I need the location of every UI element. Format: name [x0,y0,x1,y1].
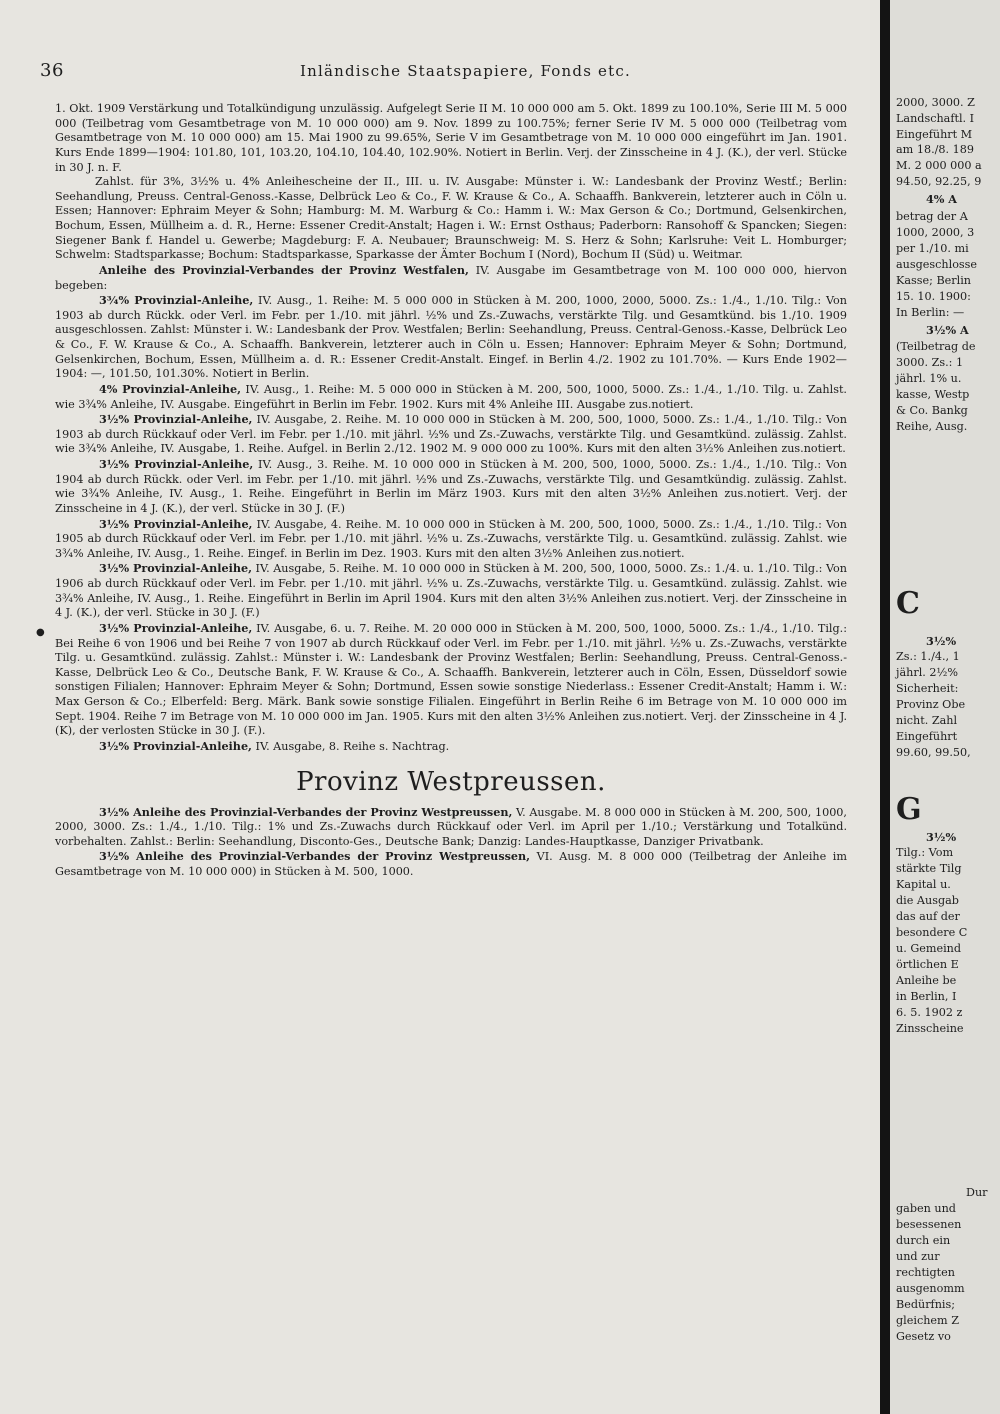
adjacent-page-fragment: das auf der [896,910,960,923]
loan-title: 4% Provinzial-Anleihe, [99,381,242,396]
loan-title: 3½% Provinzial-Anleihe, [99,738,252,753]
adjacent-page-fragment: G [896,792,922,827]
adjacent-page-fragment: besondere C [896,926,968,939]
loan-text: IV. Ausgabe im Gesamtbetrage von M. 100 000 000, hiervon begeben: [55,263,847,292]
paragraph-serie-notes: 1. Okt. 1909 Verstärkung und Totalkündigung unzulässig. Aufgelegt Serie II M. 10 000 000 am 5. Okt. 1899 zu 100.10%, Serie III M. 5 000 000 (Teilbetrag vom Gesamtbetrage von M. 10 000 000) am 9. Nov. 1899 zu 100.75%; ferner Serie IV M. 5 000 000 (Teilbetrag vom Gesamtbetrage von M. 10 000 000) am 15. Mai 1900 zu 99.65%, Serie V im Gesamtbetrage von M. 10 000 000 eingeführt im Jan. 1901. Kurs Ende 1899—1904: 101.80, 101, 103.20, 104.10, 104.40, 102.90%. Notiert in Berlin. Verj. der Zinsscheine in 4 J. (K.), der verl. Stücke in 30 J. n. F. [55,102,847,174]
loan-text: VI. Ausg. M. 8 000 000 (Teilbetrag der Anleihe im Gesamtbetrage von M. 10 000 000) in Stücken à M. 500, 1000. [55,850,847,878]
adjacent-page-fragment: kasse, Westp [896,388,970,401]
adjacent-page-fragment: C [896,586,920,621]
loan-text: IV. Ausgabe, 6. u. 7. Reihe. M. 20 000 000 in Stücken à M. 200, 500, 1000, 5000. Zs.: 1./4., 1./10. Tilg.: Bei Reihe 6 von 1906 und bei Reihe 7 von 1907 ab durch Rückkauf oder Verl. im Febr. per 1./10. mit jährl. ½% u. Zs.-Zuwachs, verstärkte Tilg. u. Gesamtkünd. zulässig. Zahlst.: Münster i. W.: Landesbank der Provinz Westfalen; Berlin: Seehandlung, Preuss. Central-Genoss.-Kasse, Delbrück Leo & Co., Deutsche Bank, F. W. Krause & Co., A. Schaaffh. Bankverein, letzterer auch in Cöln, Essen, Düsseldorf sowie sonstigen Filialen; Hannover: Ephraim Meyer & Sohn; Dortmund, Essen sowie sonstige Niederlass.: Essener Credit-Anstalt; Hamm i. W.: Max Gerson & Co.; Elberfeld: Berg. Märk. Bank sowie sonstige Filialen. Eingeführt in Berlin Reihe 6 im Betrage von M. 10 000 000 im Sept. 1904. Reihe 7 im Betrage von M. 10 000 000 im Jan. 1905. Kurs mit den alten 3½% Anleihen zus.notiert. Verj. der Zinsscheine in 4 J. (K), der verlosten Stücke in 30 J. (F.). [55,621,847,738]
section-heading: Provinz Westpreussen. [296,766,606,797]
paragraph-loan-3-1-2-reihe-3 [55,457,847,517]
adjacent-page-fragment: Eingeführt M [896,128,973,141]
paragraph-loan-3-1-2-reihe-2 [55,412,847,457]
adjacent-page-fragment: Provinz Obe [896,698,966,711]
adjacent-page-fragment: örtlichen E [896,958,959,971]
loan-title: 3½% Provinzial-Anleihe, [99,620,253,635]
loan-title: 3¾% Provinzial-Anleihe, [99,293,254,308]
adjacent-page [890,0,1000,1414]
adjacent-page-fragment: 3½% [926,830,957,844]
adjacent-page-fragment: betrag der A [896,210,968,223]
paragraph-loan-3-1-2-reihe-4 [55,517,847,562]
adjacent-page-fragment: Bedürfnis; [896,1298,955,1311]
adjacent-page-fragment: 3½% A [926,323,969,337]
loan-text: IV. Ausgabe, 2. Reihe. M. 10 000 000 in Stücken à M. 200, 500, 1000, 5000. Zs.: 1./4., 1./10. Tilg.: Von 1903 ab durch Rückkauf oder Verl. im Febr. per 1./10. mit jährl. ½% und Zs.-Zuwachs, verstärkte Tilg. und Gesamtkünd. zulässig. Zahlst. wie 3¾% Anleihe, IV. Ausgabe, 1. Reihe. Aufgel. in Berlin 2./12. 1902 M. 9 000 000 zu 100%. Kurs mit den alten 3½% Anleihen zus.notiert. [55,413,847,456]
adjacent-page-fragment: Sicherheit: [896,682,959,695]
adjacent-page-fragment: durch ein [896,1234,951,1247]
loan-text: V. Ausgabe. M. 8 000 000 in Stücken à M. 200, 500, 1000, 2000, 3000. Zs.: 1./4., 1./10. Tilg.: 1% und Zs.-Zuwachs durch Rückkauf oder Verl. im April per 1./10.; Verstärkung und Totalkünd. vorbehalten. Zahlst.: Berlin: Seehandlung, Disconto-Ges., Deutsche Bank; Danzig: Landes-Hauptkasse, Danziger Privatbank. [55,805,847,848]
adjacent-page-fragment: In Berlin: — [896,306,965,319]
adjacent-page-fragment: 4% A [926,192,957,206]
adjacent-page-fragment: per 1./10. mi [896,242,969,255]
loan-title: 3½% Anleihe des Provinzial-Verbandes der Provinz Westpreussen, [99,849,531,864]
adjacent-page-fragment: Kasse; Berlin [896,274,972,287]
page-header [40,60,840,90]
adjacent-page-fragment: u. Gemeind [896,942,962,955]
adjacent-page-fragment: in Berlin, I [896,990,957,1003]
adjacent-page-fragment: Eingeführt [896,730,958,743]
loan-text: IV. Ausg., 1. Reihe: M. 5 000 000 in Stücken à M. 200, 500, 1000, 5000. Zs.: 1./4., 1./10. Tilg. u. Zahlst. wie 3¾% Anleihe, IV. Ausgabe. Eingeführt in Berlin im Febr. 1902. Kurs mit 4% Anleihe III. Ausgabe zus.notiert. [55,382,847,411]
paragraph-anleihe-westfalen [55,263,847,293]
adjacent-page-fragment: Dur [966,1186,988,1199]
adjacent-page-fragment: die Ausgab [896,894,959,907]
paragraph-loan-3-1-2-reihe-5 [55,561,847,621]
adjacent-page-fragment: 6. 5. 1902 z [896,1006,963,1019]
paragraph-loan-3-1-2-reihe-8 [55,739,847,755]
adjacent-page-fragment: nicht. Zahl [896,714,958,727]
text-column [55,102,847,880]
running-head: Inländische Staatspapiere, Fonds etc. [300,62,631,80]
adjacent-page-fragment: 3½% [926,634,957,648]
adjacent-page-fragment: 1000, 2000, 3 [896,226,975,239]
adjacent-page-fragment: 15. 10. 1900: [896,290,971,303]
adjacent-page-fragment: Landschaftl. I [896,112,975,125]
loan-title: 3½% Provinzial-Anleihe, [99,412,253,427]
adjacent-page-fragment: 99.60, 99.50, [896,746,971,759]
loan-title: Anleihe des Provinzial-Verbandes der Provinz Westfalen, [99,262,469,277]
adjacent-page-fragment: (Teilbetrag de [896,340,976,353]
margin-mark: ● [36,627,45,638]
adjacent-page-fragment: stärkte Tilg [896,862,962,875]
paragraph-westpreussen-v [55,805,847,850]
loan-title: 3½% Provinzial-Anleihe, [99,516,253,531]
adjacent-page-fragment: Tilg.: Vom [896,846,954,859]
page-number: 36 [40,60,64,81]
adjacent-page-fragment: gaben und [896,1202,956,1215]
paragraph-westpreussen-vi [55,849,847,879]
adjacent-page-fragment: & Co. Bankg [896,404,968,417]
adjacent-page-fragment: und zur [896,1250,940,1263]
adjacent-page-fragment: 94.50, 92.25, 9 [896,175,982,188]
adjacent-page-fragment: jährl. 2½% [896,666,958,679]
adjacent-page-fragment: Kapital u. [896,878,951,891]
loan-title: 3½% Anleihe des Provinzial-Verbandes der Provinz Westpreussen, [99,804,513,819]
adjacent-page-fragment: M. 2 000 000 a [896,159,982,172]
loan-text: IV. Ausgabe, 5. Reihe. M. 10 000 000 in Stücken à M. 200, 500, 1000, 5000. Zs.: 1./4. u. 1./10. Tilg.: Von 1906 ab durch Rückkauf oder Verl. im Febr. per 1./10. mit jährl. ½% u. Zs.-Zuwachs, verstärkte Tilg. u. Gesamtkünd. zulässig. Zahlst. wie 3¾% Anleihe, IV. Ausg., 1. Reihe. Eingeführt in Berlin im April 1904. Kurs mit den alten 3½% Anleihen zus.notiert. Verj. der Zinsscheine in 4 J. (K.), der verl. Stücke in 30 J. (F.) [55,562,847,620]
adjacent-page-fragment: Anleihe be [896,974,957,987]
adjacent-page-fragment: gleichem Z [896,1314,959,1327]
loan-text: IV. Ausgabe, 4. Reihe. M. 10 000 000 in Stücken à M. 200, 500, 1000, 5000. Zs.: 1./4., 1./10. Tilg.: Von 1905 ab durch Rückkauf oder Verl. im Febr. per 1./10. mit jährl. ½% u. Zs.-Zuwachs, verstärkte Tilg. u. Gesamtkünd. zulässig. Zahlst. wie 3¾% Anleihe, IV. Ausg., 1. Reihe. Eingef. in Berlin im Dez. 1903. Kurs mit den alten 3½% Anleihen zus.notiert. [55,517,847,560]
adjacent-page-fragment: rechtigten [896,1266,955,1279]
loan-title: 3½% Provinzial-Anleihe, [99,457,254,471]
adjacent-page-fragment: ausgeschlosse [896,258,978,271]
adjacent-page-fragment: ausgenomm [896,1282,965,1295]
loan-text: IV. Ausg., 1. Reihe: M. 5 000 000 in Stücken à M. 200, 1000, 2000, 5000. Zs.: 1./4., 1./10. Tilg.: Von 1903 ab durch Rückk. oder Verl. im Febr. per 1./10. mit jährl. ½% und Zs.-Zuwachs, verstärkte Tilg. und Gesamtkünd. bis 1./10. 1909 ausgeschlossen. Zahlst: Münster i. W.: Landesbank der Prov. Westfalen; Berlin: Seehandlung, Preuss. Central-Genoss.-Kasse, Delbrück Leo & Co., F. W. Krause & Co., A. Schaaffh. Bankverein, letzterer auch in Cöln u. Essen; Hannover: Ephraim Meyer & Sohn; Dortmund, Gelsenkirchen, Bochum, Essen, Müllheim a. d. R.: Essener Credit-Anstalt. Eingef. in Berlin 4./2. 1902 zu 101.70%. — Kurs Ende 1902—1904: —, 101.50, 101.30%. Notiert in Berlin. [55,294,847,381]
adjacent-page-fragment: 3000. Zs.: 1 [896,356,964,369]
loan-text: IV. Ausgabe, 8. Reihe s. Nachtrag. [251,739,450,753]
paragraph-loan-3-3-4-reihe-1 [55,293,847,382]
adjacent-page-fragment: Gesetz vo [896,1330,951,1343]
loan-text: IV. Ausg., 3. Reihe. M. 10 000 000 in Stücken à M. 200, 500, 1000, 5000. Zs.: 1./4., 1./10. Tilg.: Von 1904 ab durch Rückk. oder Verl. im Febr. per 1./10. mit jährl. ½% und Zs.-Zuwachs, verstärkte Tilg. und Gesamtkündig. zulässig. Zahlst. wie 3¾% Anleihe, IV. Ausg., 1. Reihe. Eingeführt in Berlin im März 1903. Kurs mit den alten 3½% Anleihen zus.notiert. Verj. der Zinsscheine in 4 J. (K.), der verl. Stücke in 30 J. (F.) [55,458,847,515]
paragraph-zahlstellen: Zahlst. für 3%, 3½% u. 4% Anleihescheine der II., III. u. IV. Ausgabe: Münster i. W.: Landesbank der Provinz Westf.; Berlin: Seehandlung, Preuss. Central-Genoss.-Kasse, Delbrück Leo & Co., F. W. Krause & Co., A. Schaaffh. Bankverein, letzterer auch in Cöln u. Essen; Hannover: Ephraim Meyer & Sohn; Hamburg: M. M. Warburg & Co.: Hamm i. W.: Max Gerson & Co.; Dortmund, Gelsenkirchen, Bochum, Essen, Müllheim a. d. R., Herne: Essener Credit-Anstalt; Hagen i. W.: Ernst Osthaus; Paderborn: Ransohoff & Spancken; Siegen: Siegener Bank f. Handel u. Gewerbe; Magdeburg: F. A. Neubauer; Braunschweig: M. S. Herz & Sohn; Karlsruhe: Veit L. Homburger; Schwelm: Stadtsparkasse; Bochum: Stadtsparkasse, Sparkasse der Ämter Bochum I (Nord), Bochum II (Süd) u. Weitmar. [55,175,847,262]
page-gutter [880,0,890,1414]
loan-title: 3½% Provinzial-Anleihe, [99,561,252,576]
adjacent-page-fragment: Zs.: 1./4., 1 [896,650,960,663]
adjacent-page-fragment: besessenen [896,1218,962,1231]
paragraph-loan-4-reihe-1 [55,382,847,412]
paragraph-loan-3-1-2-reihe-6-7 [55,621,847,739]
adjacent-page-fragment: 2000, 3000. Z [896,96,975,109]
adjacent-page-fragment: Zinsscheine [896,1022,964,1035]
adjacent-page-fragment: jährl. 1% u. [896,372,962,385]
adjacent-page-fragment: am 18./8. 189 [896,143,974,156]
adjacent-page-fragment: Reihe, Ausg. [896,420,968,433]
